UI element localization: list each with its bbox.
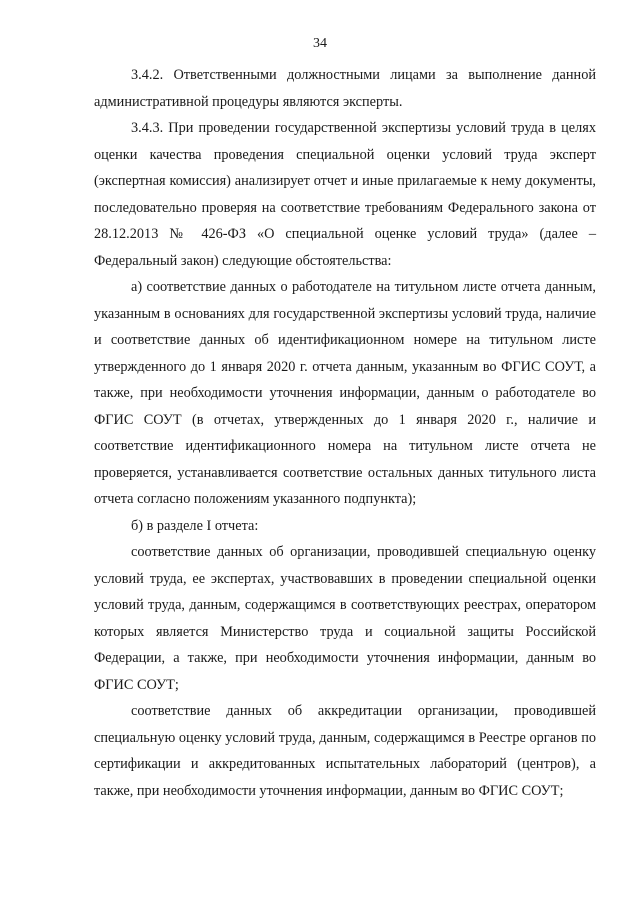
paragraph-accreditation-data: соответствие данных об аккредитации организации, проводившей специальную оценку условий труда, данным, содержащимся в Реестре органов по сертификации и аккредитованных испытательных лабораторий (центров), а также, при необходимости уточнения информации, данным во ФГИС СОУТ; [94, 703, 596, 799]
paragraph-organization-data: соответствие данных об организации, проводившей специальную оценку условий труда, ее экспертах, участвовавших в проведении специальной оценки условий труда, данным, содержащимся в соответствующих реестрах, оператором которых является Министерство труда и социальной защиты Российской Федерации, а также, при необходимости уточнения информации, данным во ФГИС СОУТ; [94, 544, 596, 693]
page-number: 34 [313, 36, 327, 51]
paragraph-3-4-2: 3.4.2. Ответственными должностными лицами за выполнение данной административной процедуры являются эксперты. [94, 67, 596, 110]
document-body [94, 62, 596, 804]
paragraph-item-a: а) соответствие данных о работодателе на титульном листе отчета данным, указанным в основаниях для государственной экспертизы условий труда, наличие и соответствие данных об идентификационном номере на титульном листе утвержденного до 1 января 2020 г. отчета данным, указанным во ФГИС СОУТ, а также, при необходимости уточнения информации, данным о работодателе во ФГИС СОУТ (в отчетах, утвержденных до 1 января 2020 г., наличие и соответствие идентификационного номера на титульном листе отчета не проверяется, устанавливается соответствие остальных данных титульного листа отчета согласно положениям указанного подпункта); [94, 279, 596, 507]
paragraph-3-4-3: 3.4.3. При проведении государственной экспертизы условий труда в целях оценки качества проведения специальной оценки условий труда эксперт (экспертная комиссия) анализирует отчет и иные прилагаемые к нему документы, последовательно проверяя на соответствие требованиям Федерального закона от 28.12.2013 № 426-ФЗ «О специальной оценке условий труда» (далее – Федеральный закон) следующие обстоятельства: [94, 120, 596, 269]
paragraph-item-b: б) в разделе I отчета: [131, 517, 259, 534]
